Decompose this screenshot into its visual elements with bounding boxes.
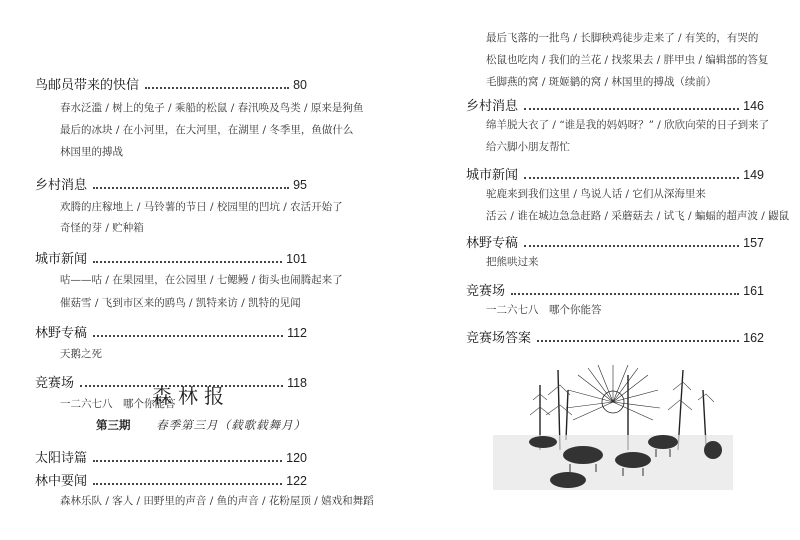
toc-page-number: 157 [743,236,764,250]
toc-entry[interactable] [466,280,764,299]
toc-entry[interactable] [35,74,307,93]
toc-page-number: 162 [743,331,764,345]
toc-entry[interactable] [35,322,307,341]
toc-subentry: 绵羊脱大衣了 / “谁是我的妈妈呀？” / 欣欣向荣的日子到来了 [486,119,770,131]
toc-subentry: 天鹅之死 [60,348,102,360]
leader-dots [524,245,739,247]
toc-entry[interactable] [35,447,307,466]
toc-page-number: 95 [293,178,307,192]
issue-title: 森林报 [152,384,230,408]
toc-subentry: 森林乐队 / 客人 / 田野里的声音 / 鱼的声音 / 花粉屋顶 / 嬉戏和舞蹈 [60,495,374,507]
leader-dots [524,108,739,110]
toc-subentry: 毛脚燕的窝 / 斑姬鹟的窝 / 林国里的搏战（续前） [486,76,717,88]
leader-dots [93,187,289,189]
toc-subentry: 欢腾的庄稼地上 / 马铃薯的节日 / 校园里的凹坑 / 农活开始了 [60,201,343,213]
toc-entry-title: 乡村消息 [35,178,88,193]
leader-dots [93,460,282,462]
toc-entry-title: 城市新闻 [35,252,88,267]
leader-dots [93,335,283,337]
issue-season: 春季第三月（载歌载舞月） [156,418,307,432]
toc-subentry: 咕——咕 / 在果园里，在公园里 / 七鳃鳗 / 街头也闹腾起来了 [60,274,343,286]
toc-subentry: 催菇雪 / 飞到市区来的鸥鸟 / 凯特来访 / 凯特的见闻 [60,297,301,309]
toc-page-number: 80 [293,78,307,92]
toc-entry-title: 太阳诗篇 [35,451,88,466]
leader-dots [145,87,289,89]
toc-subentry: 春水泛滥 / 树上的兔子 / 乘船的松鼠 / 春汛唤及鸟类 / 原来是狗鱼 [60,102,364,114]
toc-subentry: 把熊哄过来 [486,256,539,268]
toc-entry-title: 林野专稿 [35,326,88,341]
toc-page-number: 149 [743,168,764,182]
toc-entry[interactable] [466,164,764,183]
toc-entry[interactable] [35,470,307,489]
issue-number: 第三期 [96,418,131,432]
toc-entry-title: 乡村消息 [466,99,519,114]
toc-page-number: 122 [286,474,307,488]
toc-page-number: 112 [287,326,307,340]
leader-dots [93,261,282,263]
toc-subentry: 最后飞落的一批鸟 / 长脚秧鸡徒步走来了 / 有笑的，有哭的 [486,32,759,44]
leader-dots [537,340,739,342]
toc-subentry: 给六脚小朋友帮忙 [486,141,570,153]
toc-entry-title: 竞赛场答案 [466,331,532,346]
toc-subentry: 林国里的搏战 [60,146,123,158]
leader-dots [511,293,739,295]
leader-dots [93,483,282,485]
toc-entry-title: 竞赛场 [466,284,506,299]
toc-entry[interactable] [466,232,764,251]
toc-page-number: 146 [743,99,764,113]
sun-icon [566,365,660,420]
toc-subentry: 松鼠也吃肉 / 我们的兰花 / 找浆果去 / 胖甲虫 / 编辑部的答复 [486,54,769,66]
toc-subentry: 活云 / 谁在城边急急赶路 / 采蘑菇去 / 试飞 / 蝙蝠的超声波 / 鼹鼠 [486,210,790,222]
toc-subentry: 驼鹿来到我们这里 / 鸟说人话 / 它们从深海里来 [486,188,706,200]
toc-page-number: 118 [287,376,307,390]
toc-page-number: 161 [743,284,764,298]
reindeer-illustration [478,360,748,500]
toc-entry-title: 竞赛场 [35,376,75,391]
toc-page-number: 101 [286,252,307,266]
toc-entry-title: 鸟邮员带来的快信 [35,78,140,93]
toc-entry-title: 林野专稿 [466,236,519,251]
toc-entry-title: 城市新闻 [466,168,519,183]
toc-subentry: 一二六七八 哪个你能答 [60,398,176,410]
toc-entry[interactable] [35,248,307,267]
toc-entry[interactable] [35,174,307,193]
toc-entry[interactable] [466,327,764,346]
toc-subentry: 最后的冰块 / 在小河里，在大河里，在湖里 / 冬季里，鱼做什么 [60,124,354,136]
toc-page-number: 120 [286,451,307,465]
issue-subtitle [96,417,306,433]
toc-subentry: 一二六七八 哪个你能答 [486,304,602,316]
leader-dots [524,177,739,179]
toc-entry-title: 林中要闻 [35,474,88,489]
toc-entry[interactable] [466,95,764,114]
toc-subentry: 奇怪的芽 / 贮种箱 [60,222,144,234]
